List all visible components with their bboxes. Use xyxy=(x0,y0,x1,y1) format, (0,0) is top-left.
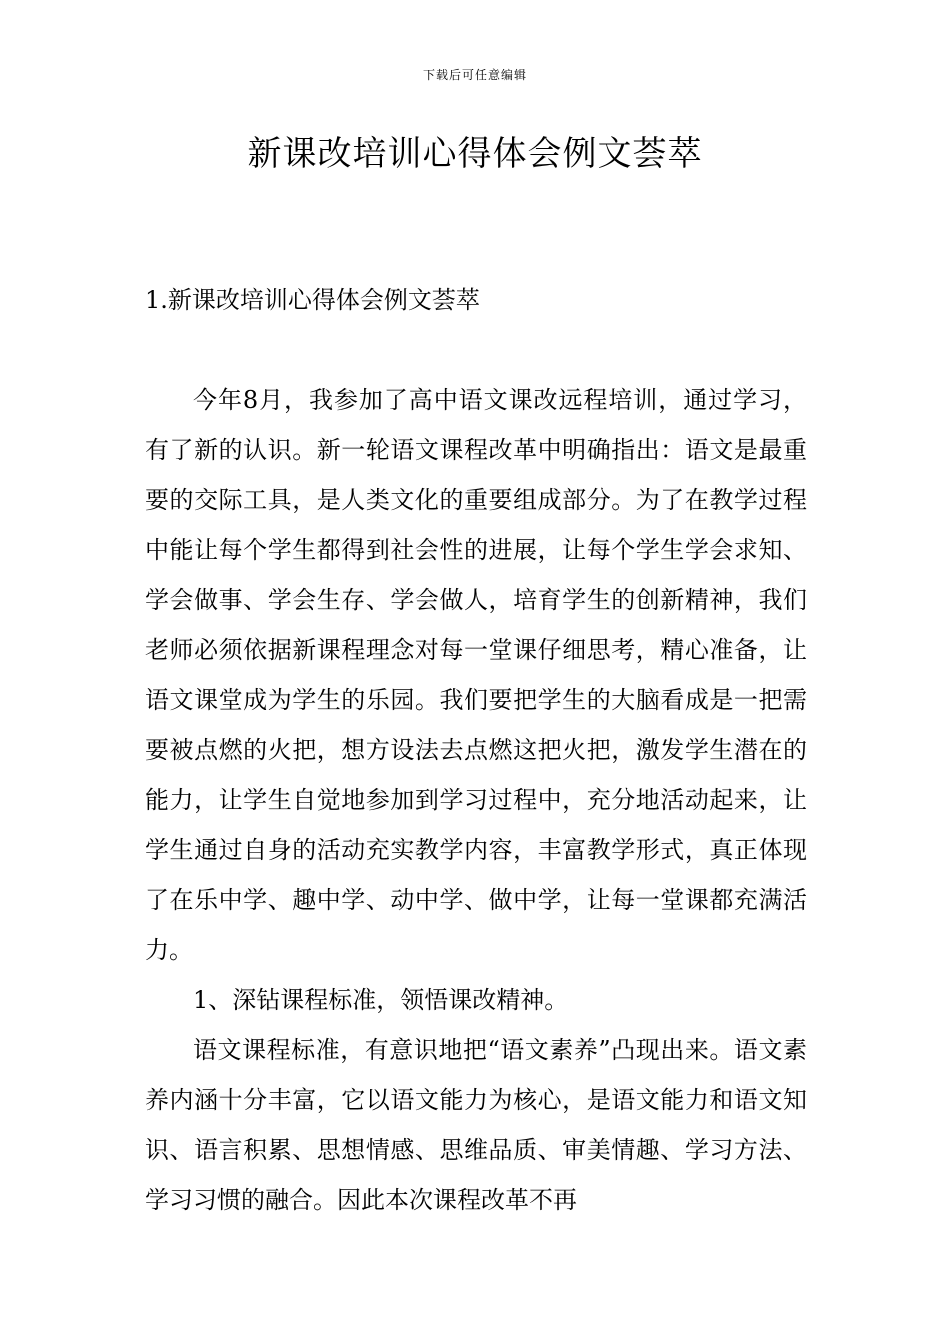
header-note: 下载后可任意编辑 xyxy=(422,68,527,82)
paragraph: 语文课程标准，有意识地把“语文素养”凸现出来。语文素养内涵十分丰富，它以语文能力为核心，是语文能力和语文知识、语言积累、思想情感、思维品质、审美情趣、学习方法、学习习惯的融合。因此本次课程改革不再 xyxy=(145,1036,807,1214)
paragraph: 今年8月，我参加了高中语文课改远程培训，通过学习，有了新的认识。新一轮语文课程改革中明确指出：语文是最重要的交际工具，是人类文化的重要组成部分。为了在教学过程中能让每个学生都得到社会性的进展，让每个学生学会求知、学会做事、学会生存、学会做人，培育学生的创新精神，我们老师必须依据新课程理念对每一堂课仔细思考，精心准备，让语文课堂成为学生的乐园。我们要把学生的大脑看成是一把需要被点燃的火把，想方设法去点燃这把火把，激发学生潜在的能力，让学生自觉地参加到学习过程中，充分地活动起来，让学生通过自身的活动充实教学内容，丰富教学形式，真正体现了在乐中学、趣中学、动中学、做中学，让每一堂课都充满活力。 xyxy=(145,386,807,964)
subheading-paragraph: 1、深钻课程标准，领悟课改精神。 xyxy=(193,986,569,1014)
document-body xyxy=(145,375,807,1225)
section-heading: 1.新课改培训心得体会例文荟萃 xyxy=(145,286,480,314)
document-title: 新课改培训心得体会例文荟萃 xyxy=(247,134,703,174)
